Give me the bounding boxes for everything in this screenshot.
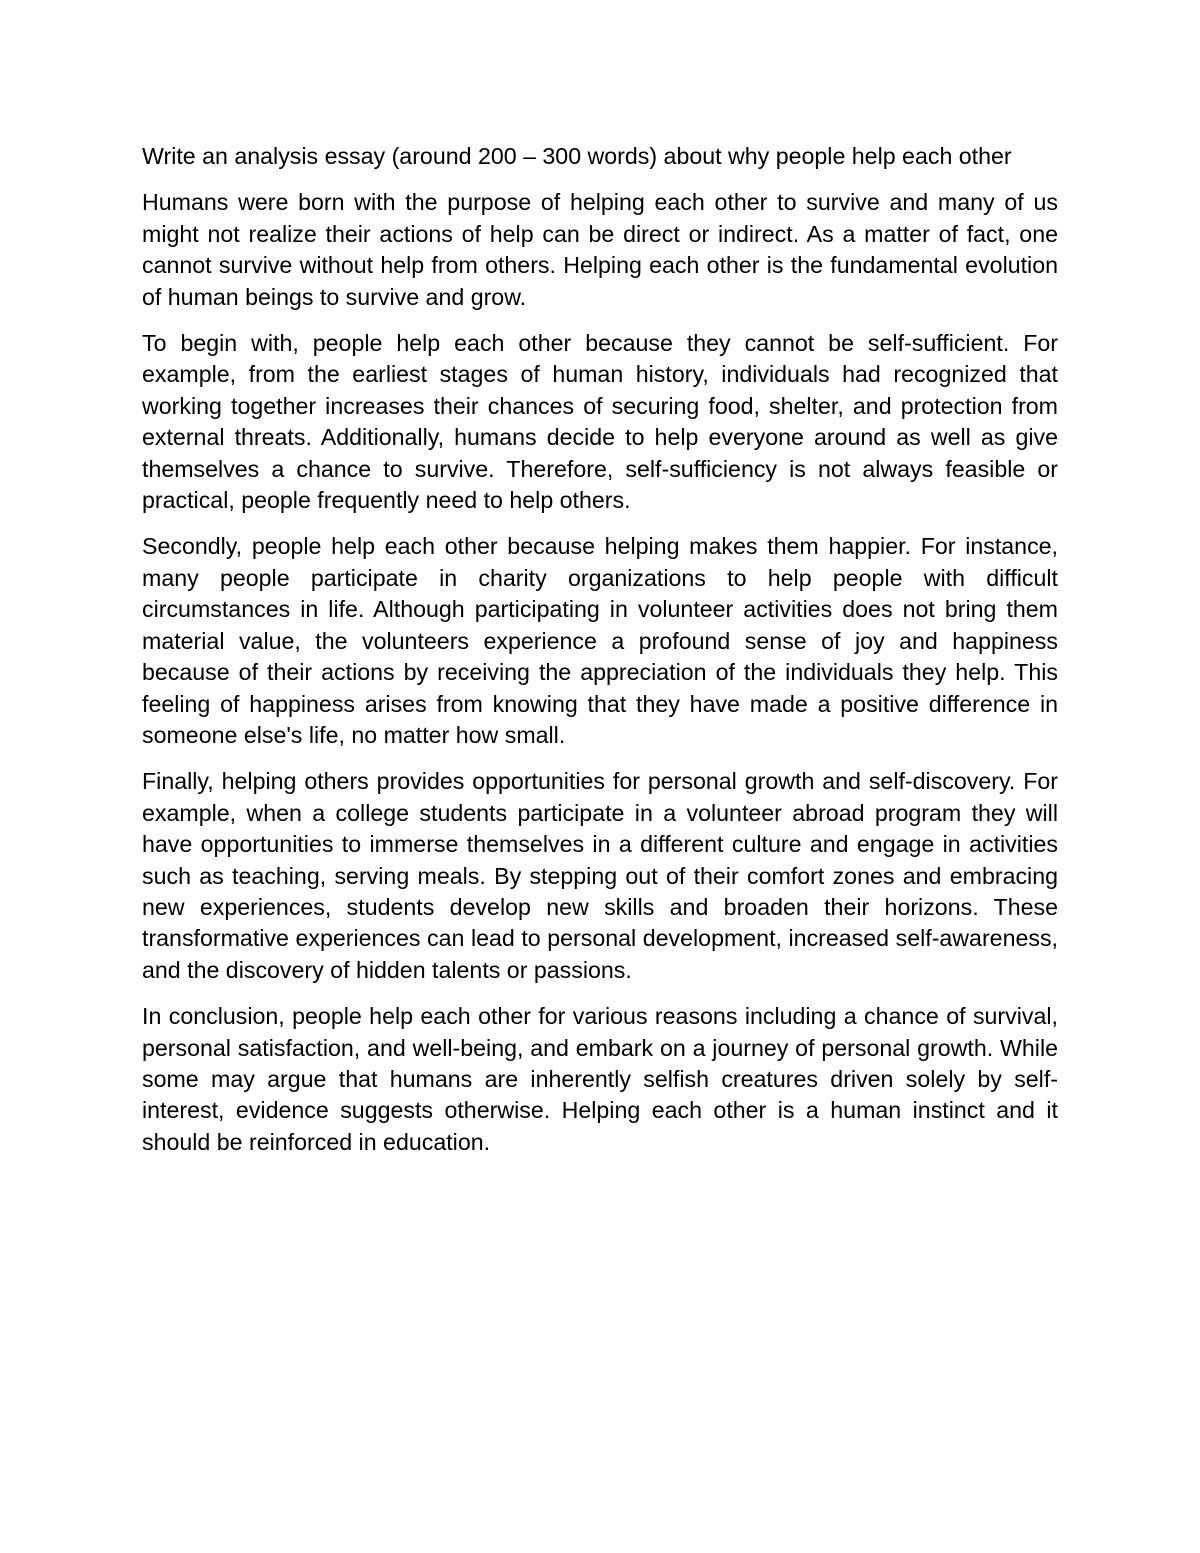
document-body [142,141,1058,1173]
paragraph-happiness: Secondly, people help each other because helping makes them happier. For instance, many people participate in charity organizations to help people with difficult circumstances in life. Although participating in volunteer activities does not bring them material value, the volunteers experience a profound sense of joy and happiness because of their actions by receiving the appreciation of the individuals they help. This feeling of happiness arises from knowing that they have made a positive difference in someone else's life, no matter how small. [142,533,1058,748]
paragraph-conclusion: In conclusion, people help each other for various reasons including a chance of survival, personal satisfaction, and well-being, and embark on a journey of personal growth. While some may argue that humans are inherently selfish creatures driven solely by self-interest, evidence suggests otherwise. Helping each other is a human instinct and it should be reinforced in education. [142,1003,1058,1155]
paragraph-introduction: Humans were born with the purpose of helping each other to survive and many of us might not realize their actions of help can be direct or indirect. As a matter of fact, one cannot survive without help from others. Helping each other is the fundamental evolution of human beings to survive and grow. [142,189,1058,310]
essay-prompt: Write an analysis essay (around 200 – 300 words) about why people help each other [142,143,1012,169]
paragraph-personal-growth: Finally, helping others provides opportunities for personal growth and self-discovery. For example, when a college students participate in a volunteer abroad program they will have opportunities to immerse themselves in a different culture and engage in activities such as teaching, serving meals. By stepping out of their comfort zones and embracing new experiences, students develop new skills and broaden their horizons. These transformative experiences can lead to personal development, increased self-awareness, and the discovery of hidden talents or passions. [142,768,1058,983]
paragraph-self-sufficiency: To begin with, people help each other because they cannot be self-sufficient. For example, from the earliest stages of human history, individuals had recognized that working together increases their chances of securing food, shelter, and protection from external threats. Additionally, humans decide to help everyone around as well as give themselves a chance to survive. Therefore, self-sufficiency is not always feasible or practical, people frequently need to help others. [142,330,1058,514]
